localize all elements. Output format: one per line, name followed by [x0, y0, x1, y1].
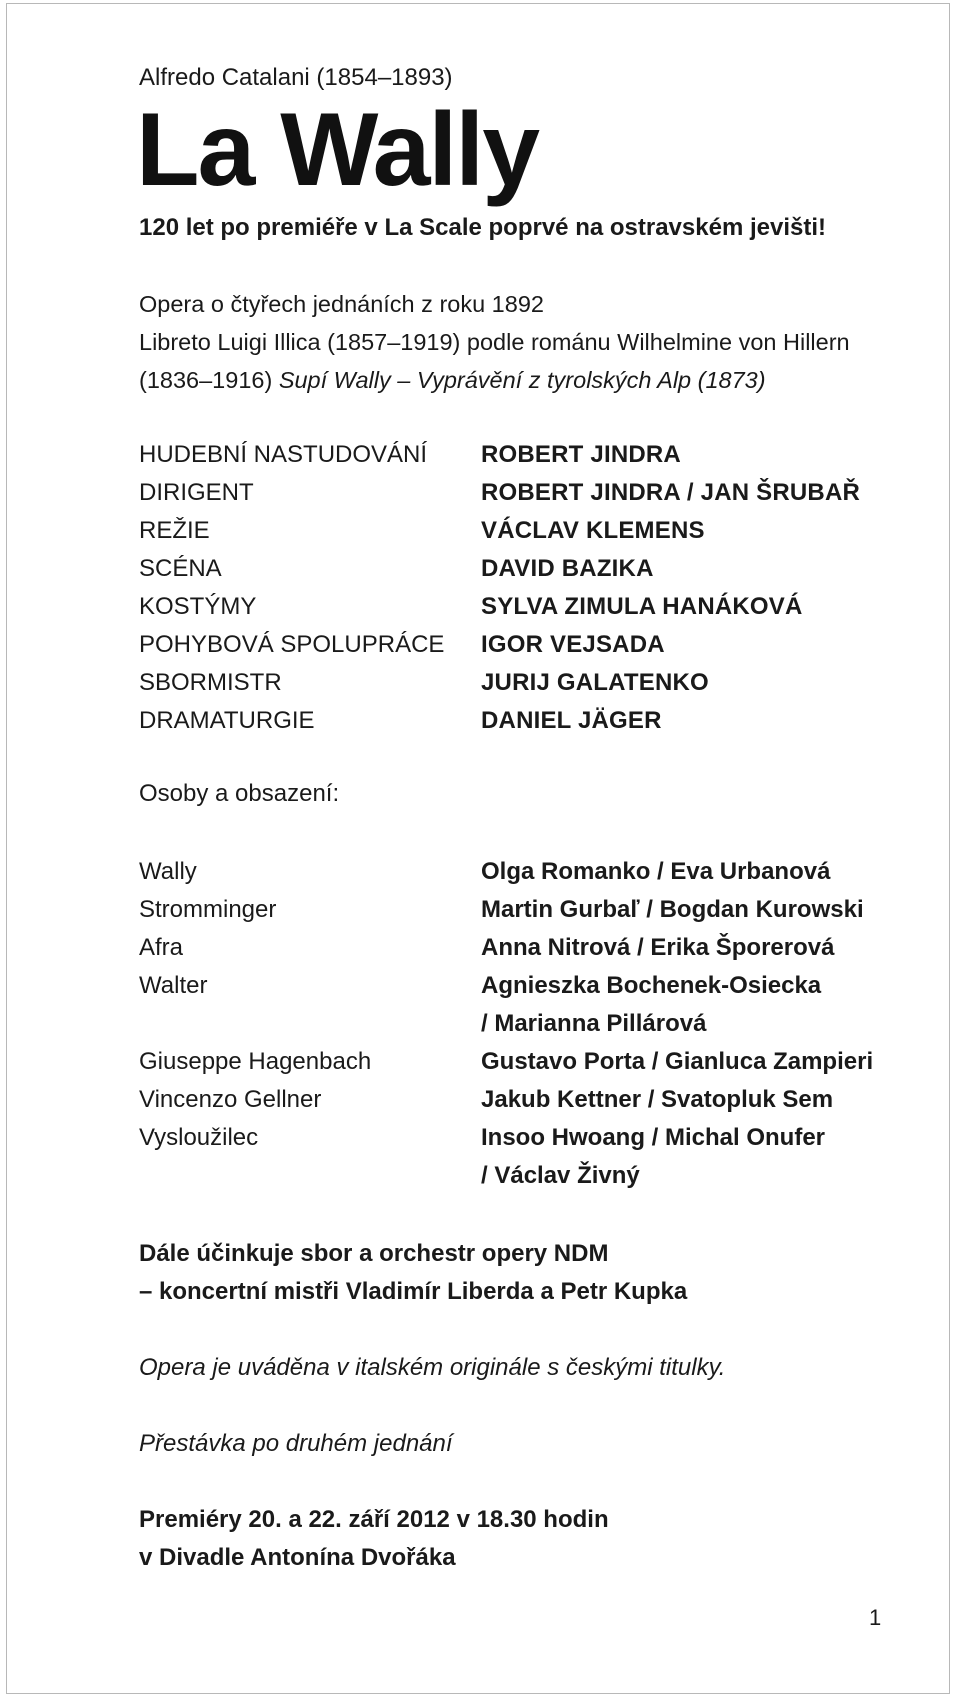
cast-role: Afra — [139, 934, 184, 961]
crew-name: DANIEL JÄGER — [481, 707, 662, 734]
premiere-line-1: Premiéry 20. a 22. září 2012 v 18.30 hodin — [139, 1506, 609, 1533]
intro-text — [139, 285, 850, 399]
subtitle: 120 let po premiéře v La Scale poprvé na ostravském jevišti! — [139, 214, 826, 241]
crew-name: VÁCLAV KLEMENS — [481, 517, 705, 544]
subtitles-note: Opera je uváděna v italském originále s českými titulky. — [139, 1354, 726, 1381]
intro-line-1: Opera o čtyřech jednáních z roku 1892 — [139, 291, 544, 317]
crew-role: SBORMISTR — [139, 669, 282, 696]
composer-line: Alfredo Catalani (1854–1893) — [139, 64, 453, 91]
cast-name: Martin Gurbaľ / Bogdan Kurowski — [481, 896, 864, 923]
cast-name-line-2: / Václav Živný — [481, 1162, 640, 1189]
crew-name: ROBERT JINDRA — [481, 441, 681, 468]
ensemble-note — [139, 1235, 687, 1311]
cast-name: Anna Nitrová / Erika Šporerová — [481, 934, 835, 961]
crew-name: IGOR VEJSADA — [481, 631, 665, 658]
cast-role: Vincenzo Gellner — [139, 1086, 322, 1113]
intermission-note: Přestávka po druhém jednání — [139, 1430, 453, 1457]
crew-name: JURIJ GALATENKO — [481, 669, 709, 696]
cast-name-line-2: / Marianna Pillárová — [481, 1010, 707, 1037]
crew-name: DAVID BAZIKA — [481, 555, 654, 582]
cast-role: Walter — [139, 972, 208, 999]
premiere-info — [139, 1501, 609, 1577]
intro-line-2: Libreto Luigi Illica (1857–1919) podle románu Wilhelmine von Hillern — [139, 329, 850, 355]
cast-heading: Osoby a obsazení: — [139, 780, 340, 807]
cast-name: Gustavo Porta / Gianluca Zampieri — [481, 1048, 874, 1075]
crew-role: POHYBOVÁ SPOLUPRÁCE — [139, 631, 445, 658]
opera-title: La Wally — [136, 92, 539, 208]
cast-role: Giuseppe Hagenbach — [139, 1048, 372, 1075]
crew-role: REŽIE — [139, 517, 210, 544]
crew-name: SYLVA ZIMULA HANÁKOVÁ — [481, 593, 803, 620]
cast-name — [481, 967, 821, 1043]
ensemble-line-2: – koncertní mistři Vladimír Liberda a Petr Kupka — [139, 1278, 688, 1305]
cast-role: Wally — [139, 858, 197, 885]
cast-name-line-1: Agnieszka Bochenek-Osiecka — [481, 972, 822, 999]
cast-role: Vysloužilec — [139, 1124, 259, 1151]
crew-role: DIRIGENT — [139, 479, 254, 506]
intro-line-3-plain: (1836–1916) — [139, 367, 279, 393]
intro-line-3 — [139, 361, 850, 399]
cast-name — [481, 1119, 825, 1195]
cast-name: Olga Romanko / Eva Urbanová — [481, 858, 831, 885]
crew-role: DRAMATURGIE — [139, 707, 315, 734]
premiere-line-2: v Divadle Antonína Dvořáka — [139, 1544, 456, 1571]
cast-name: Jakub Kettner / Svatopluk Sem — [481, 1086, 834, 1113]
crew-role: SCÉNA — [139, 555, 222, 582]
crew-name: ROBERT JINDRA / JAN ŠRUBAŘ — [481, 479, 861, 506]
cast-name-line-1: Insoo Hwoang / Michal Onufer — [481, 1124, 826, 1151]
crew-role: HUDEBNÍ NASTUDOVÁNÍ — [139, 441, 428, 468]
ensemble-line-1: Dále účinkuje sbor a orchestr opery NDM — [139, 1240, 609, 1267]
page-number: 1 — [869, 1605, 882, 1630]
intro-line-3-italic: Supí Wally – Vyprávění z tyrolských Alp (1873) — [278, 367, 766, 393]
cast-role: Stromminger — [139, 896, 277, 923]
crew-role: KOSTÝMY — [139, 593, 257, 620]
